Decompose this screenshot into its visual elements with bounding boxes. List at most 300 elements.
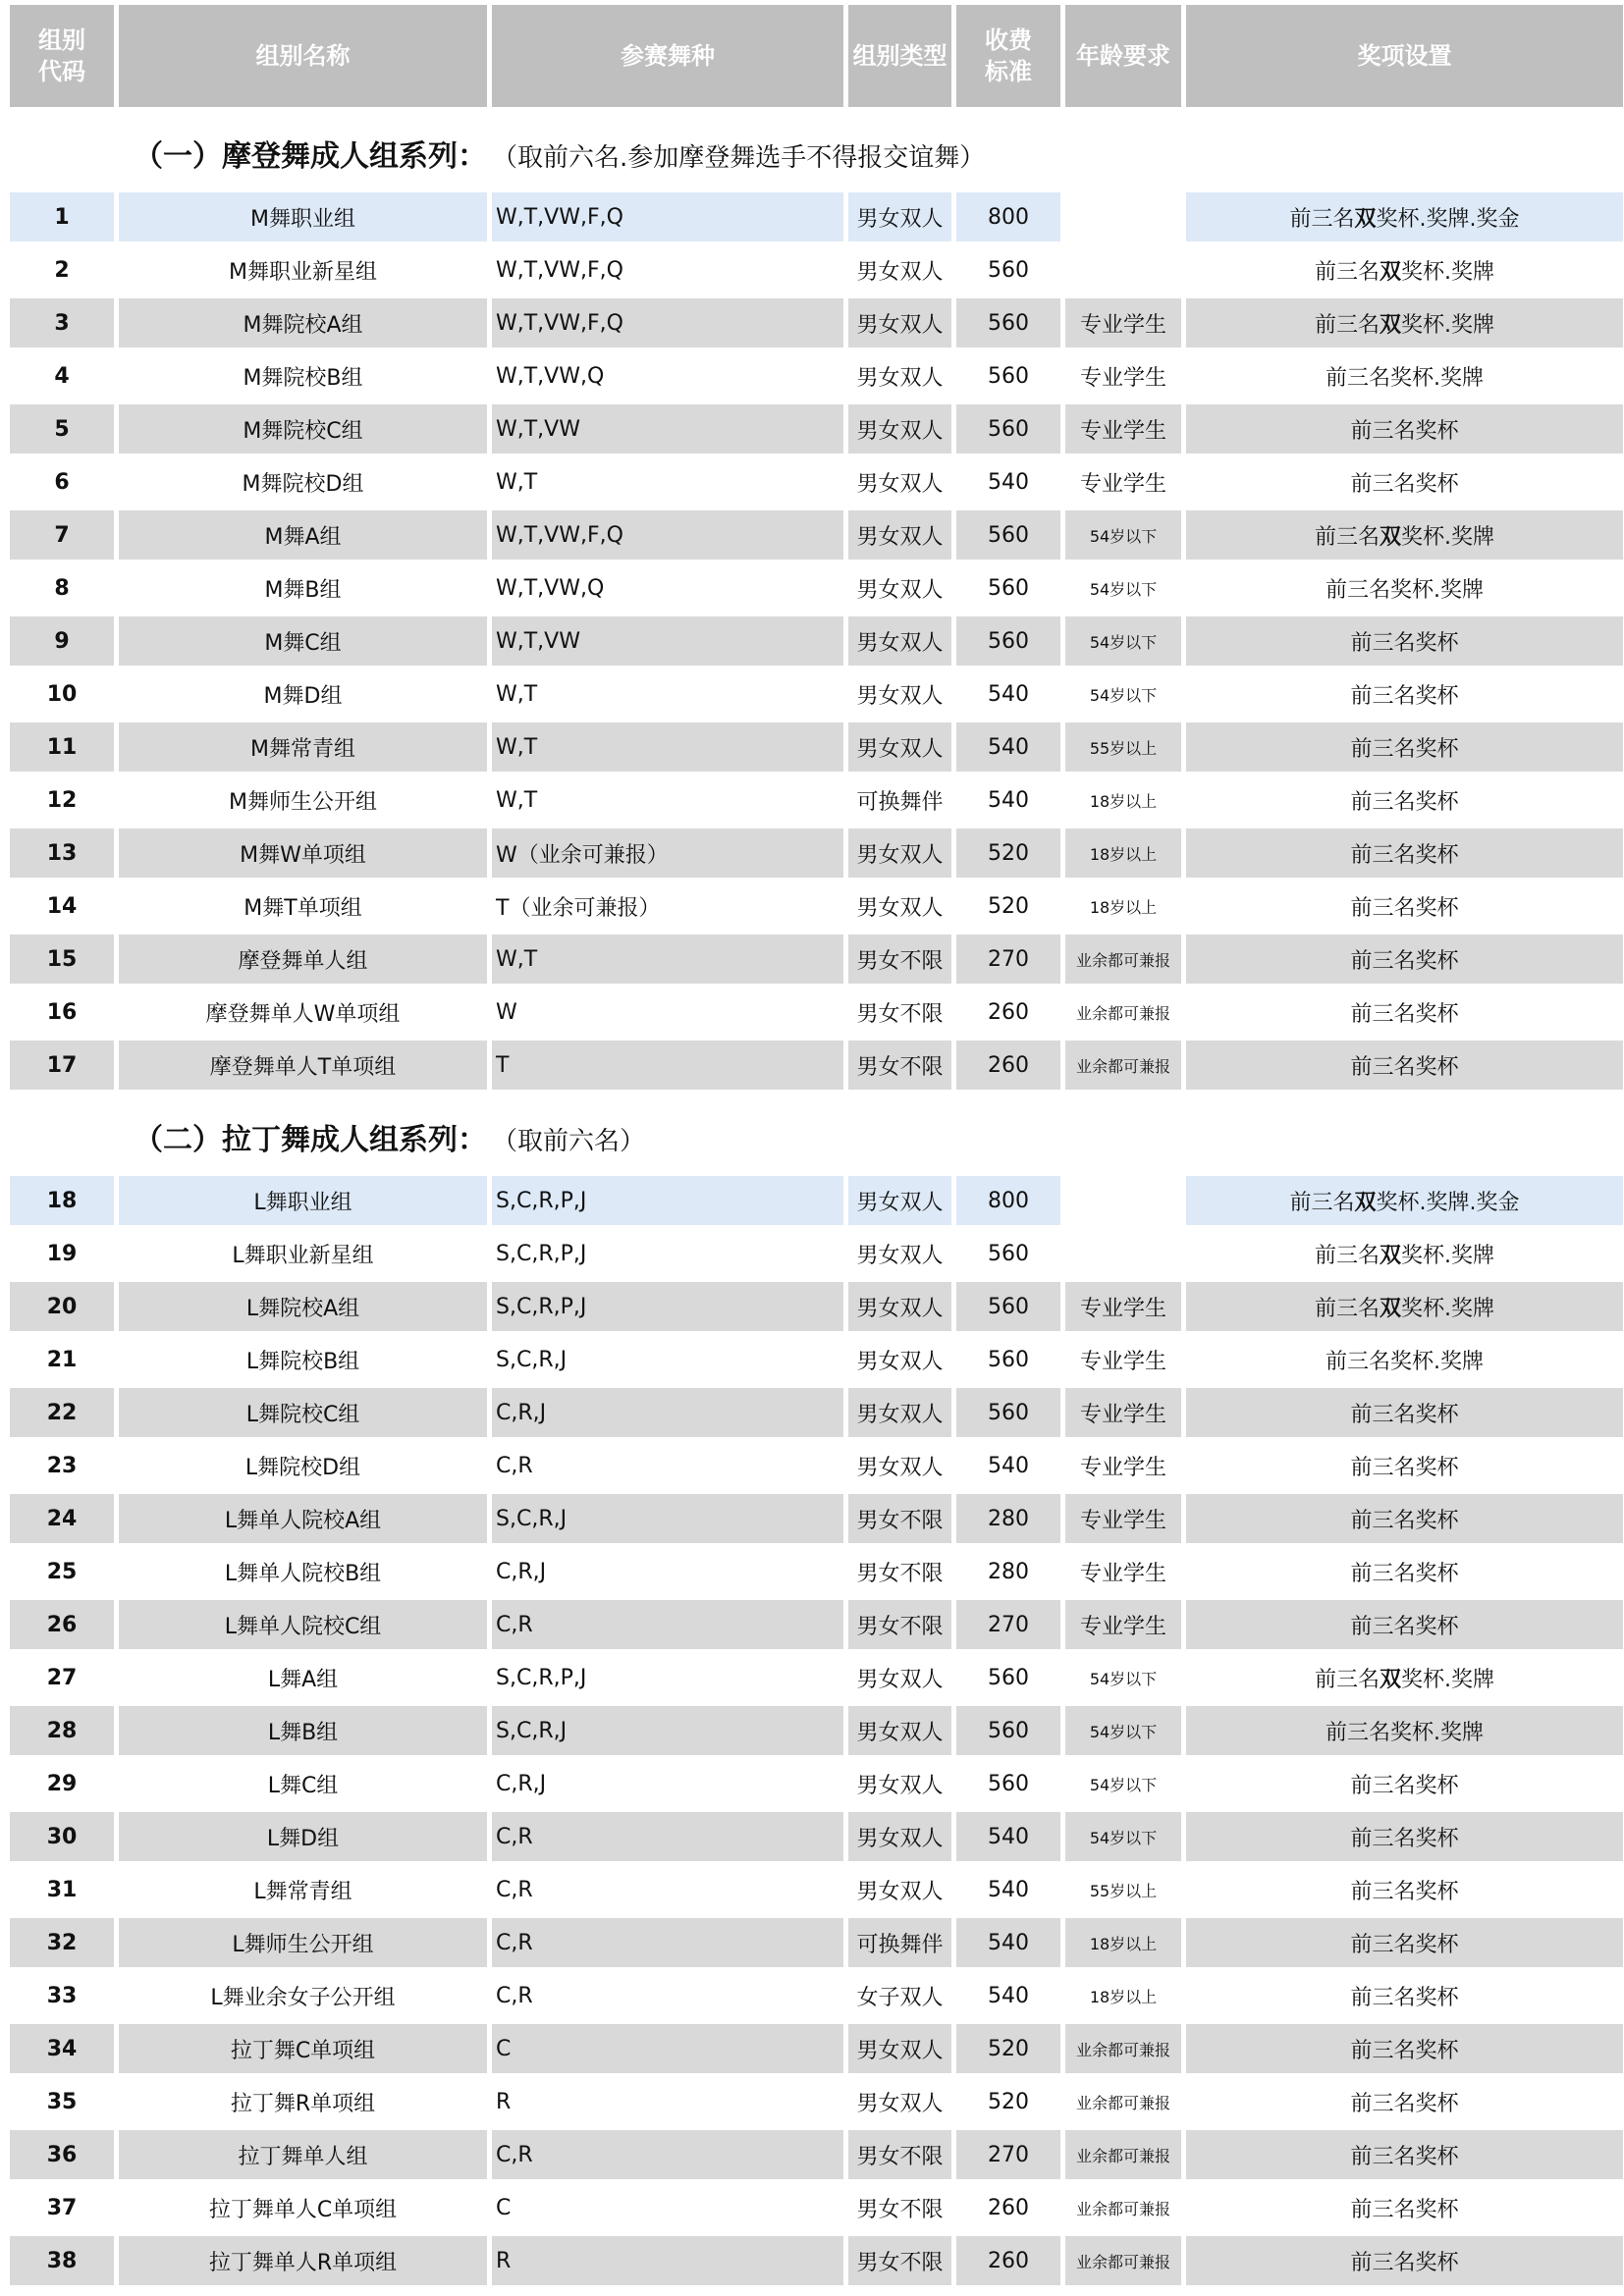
latin-table bbox=[5, 1176, 1624, 2285]
dance-list: C,R bbox=[492, 1596, 843, 1649]
table-row bbox=[10, 1278, 1623, 1331]
fee: 540 bbox=[956, 1967, 1060, 2020]
award bbox=[1186, 772, 1623, 825]
group-name: L舞院校A组 bbox=[119, 1278, 487, 1331]
fee: 560 bbox=[956, 1702, 1060, 1755]
header-code: 组别 代码 bbox=[10, 5, 114, 107]
award-text: 前三名奖杯 bbox=[1350, 1826, 1459, 1851]
group-code: 4 bbox=[10, 347, 114, 400]
group-type: 男女双人 bbox=[848, 1225, 951, 1278]
group-type: 男女双人 bbox=[848, 560, 951, 613]
award-double: 双 bbox=[1380, 259, 1402, 285]
age-requirement: 54岁以下 bbox=[1065, 560, 1181, 613]
group-type: 男女双人 bbox=[848, 1808, 951, 1861]
age-requirement bbox=[1065, 241, 1181, 294]
group-type: 男女双人 bbox=[848, 1331, 951, 1384]
group-name: M舞院校C组 bbox=[119, 400, 487, 454]
award-text: 前三名奖杯 bbox=[1350, 948, 1459, 974]
age-requirement: 专业学生 bbox=[1065, 1331, 1181, 1384]
group-name: L舞单人院校B组 bbox=[119, 1543, 487, 1596]
group-code: 28 bbox=[10, 1702, 114, 1755]
group-name: L舞A组 bbox=[119, 1649, 487, 1702]
age-requirement: 18岁以上 bbox=[1065, 825, 1181, 878]
table-row bbox=[10, 825, 1623, 878]
group-code: 15 bbox=[10, 931, 114, 984]
award-text: 奖杯.奖牌 bbox=[1401, 259, 1495, 285]
age-requirement: 18岁以上 bbox=[1065, 1967, 1181, 2020]
group-type: 男女双人 bbox=[848, 878, 951, 931]
group-type: 男女不限 bbox=[848, 931, 951, 984]
group-type: 男女不限 bbox=[848, 984, 951, 1037]
group-name: 拉丁舞单人R单项组 bbox=[119, 2232, 487, 2285]
group-name: L舞C组 bbox=[119, 1755, 487, 1808]
award-text: 前三名 bbox=[1289, 206, 1355, 232]
award bbox=[1186, 1176, 1623, 1225]
dance-list: W,T,VW bbox=[492, 400, 843, 454]
age-requirement: 专业学生 bbox=[1065, 400, 1181, 454]
fee: 520 bbox=[956, 2073, 1060, 2126]
fee: 560 bbox=[956, 294, 1060, 347]
award-text: 前三名奖杯 bbox=[1350, 683, 1459, 709]
age-requirement: 业余都可兼报 bbox=[1065, 2126, 1181, 2179]
dance-list: W,T,VW,F,Q bbox=[492, 294, 843, 347]
award-text: 前三名 bbox=[1314, 312, 1380, 338]
group-code: 36 bbox=[10, 2126, 114, 2179]
award-text: 奖杯.奖牌.奖金 bbox=[1376, 206, 1520, 232]
group-type: 男女不限 bbox=[848, 2179, 951, 2232]
award-text: 前三名奖杯 bbox=[1350, 1402, 1459, 1427]
award-text: 前三名 bbox=[1289, 1190, 1355, 1215]
fee: 270 bbox=[956, 931, 1060, 984]
table-row bbox=[10, 1702, 1623, 1755]
age-requirement: 业余都可兼报 bbox=[1065, 2020, 1181, 2073]
group-name: 拉丁舞R单项组 bbox=[119, 2073, 487, 2126]
table-row bbox=[10, 1861, 1623, 1914]
group-code: 23 bbox=[10, 1437, 114, 1490]
award-double: 双 bbox=[1380, 312, 1402, 338]
dance-list: W,T bbox=[492, 931, 843, 984]
group-type: 男女双人 bbox=[848, 2073, 951, 2126]
fee: 560 bbox=[956, 1384, 1060, 1437]
age-requirement: 业余都可兼报 bbox=[1065, 2179, 1181, 2232]
dance-list: C bbox=[492, 2020, 843, 2073]
table-row bbox=[10, 1037, 1623, 1090]
age-requirement: 55岁以上 bbox=[1065, 719, 1181, 772]
group-name: M舞院校D组 bbox=[119, 454, 487, 507]
group-type: 男女双人 bbox=[848, 507, 951, 560]
award bbox=[1186, 507, 1623, 560]
header-age: 年龄要求 bbox=[1065, 5, 1181, 107]
fee: 260 bbox=[956, 2179, 1060, 2232]
group-type: 男女双人 bbox=[848, 1278, 951, 1331]
dance-list: W,T,VW,F,Q bbox=[492, 507, 843, 560]
group-name: M舞职业组 bbox=[119, 192, 487, 241]
group-type: 男女双人 bbox=[848, 1702, 951, 1755]
dance-list: S,C,R,J bbox=[492, 1331, 843, 1384]
award-text: 奖杯.奖牌 bbox=[1401, 524, 1495, 550]
group-name: L舞D组 bbox=[119, 1808, 487, 1861]
award bbox=[1186, 1225, 1623, 1278]
group-name: M舞师生公开组 bbox=[119, 772, 487, 825]
dance-list: W,T,VW,F,Q bbox=[492, 241, 843, 294]
dance-list: W（业余可兼报） bbox=[492, 825, 843, 878]
dance-list: C,R bbox=[492, 1914, 843, 1967]
header-type: 组别类型 bbox=[848, 5, 951, 107]
award-text: 前三名奖杯 bbox=[1350, 842, 1459, 868]
award-text: 前三名奖杯 bbox=[1350, 789, 1459, 815]
table-row bbox=[10, 772, 1623, 825]
age-requirement: 专业学生 bbox=[1065, 1437, 1181, 1490]
age-requirement: 专业学生 bbox=[1065, 347, 1181, 400]
award bbox=[1186, 1702, 1623, 1755]
fee: 560 bbox=[956, 400, 1060, 454]
section-note: （取前六名） bbox=[505, 1127, 646, 1156]
dance-list: W,T,VW,Q bbox=[492, 560, 843, 613]
dance-list: C,R bbox=[492, 1808, 843, 1861]
group-name: M舞T单项组 bbox=[119, 878, 487, 931]
age-requirement: 54岁以下 bbox=[1065, 1755, 1181, 1808]
group-name: L舞业余女子公开组 bbox=[119, 1967, 487, 2020]
group-type: 男女双人 bbox=[848, 192, 951, 241]
group-name: L舞职业组 bbox=[119, 1176, 487, 1225]
group-code: 7 bbox=[10, 507, 114, 560]
award bbox=[1186, 1037, 1623, 1090]
fee: 280 bbox=[956, 1490, 1060, 1543]
group-code: 17 bbox=[10, 1037, 114, 1090]
table-row bbox=[10, 1808, 1623, 1861]
award-text: 前三名 bbox=[1314, 259, 1380, 285]
header-name: 组别名称 bbox=[119, 5, 487, 107]
award-text: 前三名奖杯 bbox=[1350, 630, 1459, 656]
dance-list: C,R bbox=[492, 1967, 843, 2020]
group-type: 可换舞伴 bbox=[848, 772, 951, 825]
dance-list: T bbox=[492, 1037, 843, 1090]
dance-list: W,T,VW,F,Q bbox=[492, 192, 843, 241]
table-row bbox=[10, 2073, 1623, 2126]
dance-list: S,C,R,J bbox=[492, 1702, 843, 1755]
table-row bbox=[10, 931, 1623, 984]
group-code: 37 bbox=[10, 2179, 114, 2232]
group-name: 拉丁舞C单项组 bbox=[119, 2020, 487, 2073]
dance-list: C,R,J bbox=[492, 1384, 843, 1437]
award bbox=[1186, 560, 1623, 613]
award bbox=[1186, 878, 1623, 931]
age-requirement: 18岁以上 bbox=[1065, 772, 1181, 825]
dance-list: C,R bbox=[492, 1437, 843, 1490]
award-text: 前三名奖杯 bbox=[1350, 1561, 1459, 1586]
group-code: 21 bbox=[10, 1331, 114, 1384]
award bbox=[1186, 1331, 1623, 1384]
award bbox=[1186, 666, 1623, 719]
fee: 270 bbox=[956, 2126, 1060, 2179]
award-double: 双 bbox=[1354, 1190, 1377, 1215]
group-name: M舞院校A组 bbox=[119, 294, 487, 347]
group-code: 32 bbox=[10, 1914, 114, 1967]
section-title-latin bbox=[134, 1115, 645, 1158]
group-type: 男女双人 bbox=[848, 1384, 951, 1437]
group-type: 男女双人 bbox=[848, 2020, 951, 2073]
fee: 560 bbox=[956, 507, 1060, 560]
age-requirement: 18岁以上 bbox=[1065, 1914, 1181, 1967]
group-code: 14 bbox=[10, 878, 114, 931]
group-code: 33 bbox=[10, 1967, 114, 2020]
award bbox=[1186, 1755, 1623, 1808]
award-text: 前三名奖杯.奖牌 bbox=[1326, 1349, 1484, 1374]
dance-list: C,R,J bbox=[492, 1755, 843, 1808]
dance-list: S,C,R,P,J bbox=[492, 1649, 843, 1702]
fee: 560 bbox=[956, 1225, 1060, 1278]
table-row bbox=[10, 2232, 1623, 2285]
group-type: 男女不限 bbox=[848, 1543, 951, 1596]
table-row bbox=[10, 1437, 1623, 1490]
age-requirement: 专业学生 bbox=[1065, 1490, 1181, 1543]
group-code: 13 bbox=[10, 825, 114, 878]
table-row bbox=[10, 294, 1623, 347]
table-row bbox=[10, 1176, 1623, 1225]
group-type: 男女双人 bbox=[848, 400, 951, 454]
group-code: 9 bbox=[10, 613, 114, 666]
award-text: 前三名 bbox=[1314, 1667, 1380, 1692]
fee: 280 bbox=[956, 1543, 1060, 1596]
fee: 560 bbox=[956, 241, 1060, 294]
table-row bbox=[10, 1755, 1623, 1808]
fee: 800 bbox=[956, 1176, 1060, 1225]
award-text: 前三名奖杯 bbox=[1350, 1455, 1459, 1480]
fee: 520 bbox=[956, 825, 1060, 878]
dance-list: C bbox=[492, 2179, 843, 2232]
fee: 560 bbox=[956, 1755, 1060, 1808]
fee: 540 bbox=[956, 1914, 1060, 1967]
table-row bbox=[10, 878, 1623, 931]
award bbox=[1186, 1861, 1623, 1914]
group-code: 18 bbox=[10, 1176, 114, 1225]
award bbox=[1186, 1543, 1623, 1596]
award bbox=[1186, 347, 1623, 400]
group-code: 16 bbox=[10, 984, 114, 1037]
group-code: 12 bbox=[10, 772, 114, 825]
group-code: 30 bbox=[10, 1808, 114, 1861]
award bbox=[1186, 1596, 1623, 1649]
section-note: （取前六名.参加摩登舞选手不得报交谊舞） bbox=[505, 143, 986, 173]
group-name: L舞单人院校C组 bbox=[119, 1596, 487, 1649]
dance-list: W,T bbox=[492, 666, 843, 719]
group-name: M舞W单项组 bbox=[119, 825, 487, 878]
award-text: 前三名奖杯 bbox=[1350, 418, 1459, 444]
age-requirement bbox=[1065, 192, 1181, 241]
award-double: 双 bbox=[1380, 1296, 1402, 1321]
award-double: 双 bbox=[1380, 1243, 1402, 1268]
award-text: 前三名奖杯 bbox=[1350, 2197, 1459, 2222]
group-type: 男女双人 bbox=[848, 454, 951, 507]
award-text: 前三名奖杯 bbox=[1350, 2091, 1459, 2116]
award-text: 前三名奖杯 bbox=[1350, 1879, 1459, 1904]
award bbox=[1186, 984, 1623, 1037]
age-requirement: 专业学生 bbox=[1065, 294, 1181, 347]
table-row bbox=[10, 192, 1623, 241]
award-double: 双 bbox=[1380, 524, 1402, 550]
dance-list: W,T bbox=[492, 454, 843, 507]
age-requirement bbox=[1065, 1225, 1181, 1278]
award-text: 前三名奖杯.奖牌 bbox=[1326, 365, 1484, 391]
group-type: 男女双人 bbox=[848, 613, 951, 666]
dance-list: W,T,VW,Q bbox=[492, 347, 843, 400]
table-row bbox=[10, 507, 1623, 560]
age-requirement: 54岁以下 bbox=[1065, 1649, 1181, 1702]
group-code: 6 bbox=[10, 454, 114, 507]
group-name: M舞常青组 bbox=[119, 719, 487, 772]
fee: 540 bbox=[956, 454, 1060, 507]
age-requirement: 54岁以下 bbox=[1065, 1808, 1181, 1861]
group-code: 22 bbox=[10, 1384, 114, 1437]
award-text: 前三名 bbox=[1314, 1296, 1380, 1321]
award bbox=[1186, 1437, 1623, 1490]
award-text: 前三名奖杯 bbox=[1350, 471, 1459, 497]
section-title: （一）摩登舞成人组系列： bbox=[134, 139, 487, 174]
group-name: L舞B组 bbox=[119, 1702, 487, 1755]
group-code: 29 bbox=[10, 1755, 114, 1808]
group-code: 38 bbox=[10, 2232, 114, 2285]
fee: 540 bbox=[956, 1808, 1060, 1861]
group-name: 拉丁舞单人组 bbox=[119, 2126, 487, 2179]
dance-list: R bbox=[492, 2232, 843, 2285]
award bbox=[1186, 454, 1623, 507]
group-type: 男女不限 bbox=[848, 1490, 951, 1543]
award bbox=[1186, 1384, 1623, 1437]
fee: 540 bbox=[956, 1861, 1060, 1914]
group-name: 拉丁舞单人C单项组 bbox=[119, 2179, 487, 2232]
table-row bbox=[10, 347, 1623, 400]
dance-list: W,T,VW bbox=[492, 613, 843, 666]
award-double: 双 bbox=[1354, 206, 1377, 232]
table-row bbox=[10, 454, 1623, 507]
table-row bbox=[10, 666, 1623, 719]
table-row bbox=[10, 1384, 1623, 1437]
group-type: 男女不限 bbox=[848, 2126, 951, 2179]
dance-list: R bbox=[492, 2073, 843, 2126]
award bbox=[1186, 192, 1623, 241]
table-row bbox=[10, 719, 1623, 772]
group-name: M舞B组 bbox=[119, 560, 487, 613]
table-row bbox=[10, 1967, 1623, 2020]
age-requirement: 业余都可兼报 bbox=[1065, 2232, 1181, 2285]
group-type: 男女双人 bbox=[848, 294, 951, 347]
age-requirement: 业余都可兼报 bbox=[1065, 1037, 1181, 1090]
group-code: 1 bbox=[10, 192, 114, 241]
table-row bbox=[10, 1490, 1623, 1543]
group-name: 摩登舞单人W单项组 bbox=[119, 984, 487, 1037]
award bbox=[1186, 613, 1623, 666]
award bbox=[1186, 1278, 1623, 1331]
fee: 540 bbox=[956, 1437, 1060, 1490]
award-text: 奖杯.奖牌 bbox=[1401, 1243, 1495, 1268]
fee: 540 bbox=[956, 772, 1060, 825]
award bbox=[1186, 2020, 1623, 2073]
dance-list: S,C,R,J bbox=[492, 1490, 843, 1543]
table-row bbox=[10, 1649, 1623, 1702]
group-type: 男女不限 bbox=[848, 1037, 951, 1090]
award-text: 奖杯.奖牌 bbox=[1401, 312, 1495, 338]
header-dances: 参赛舞种 bbox=[492, 5, 843, 107]
award-text: 前三名奖杯 bbox=[1350, 736, 1459, 762]
group-code: 25 bbox=[10, 1543, 114, 1596]
award-text: 前三名奖杯 bbox=[1350, 1054, 1459, 1080]
award-text: 前三名 bbox=[1314, 524, 1380, 550]
award bbox=[1186, 294, 1623, 347]
table-row bbox=[10, 241, 1623, 294]
fee: 260 bbox=[956, 984, 1060, 1037]
group-code: 3 bbox=[10, 294, 114, 347]
award-text: 前三名奖杯 bbox=[1350, 2250, 1459, 2275]
group-code: 26 bbox=[10, 1596, 114, 1649]
dance-list: W bbox=[492, 984, 843, 1037]
table-row bbox=[10, 400, 1623, 454]
group-type: 男女双人 bbox=[848, 1176, 951, 1225]
fee: 260 bbox=[956, 1037, 1060, 1090]
dance-list: C,R bbox=[492, 1861, 843, 1914]
fee: 560 bbox=[956, 1278, 1060, 1331]
award bbox=[1186, 2073, 1623, 2126]
group-type: 男女双人 bbox=[848, 347, 951, 400]
fee: 560 bbox=[956, 560, 1060, 613]
award-text: 奖杯.奖牌.奖金 bbox=[1376, 1190, 1520, 1215]
award-text: 前三名奖杯 bbox=[1350, 1508, 1459, 1533]
header-award: 奖项设置 bbox=[1186, 5, 1623, 107]
award-text: 前三名奖杯 bbox=[1350, 1614, 1459, 1639]
fee: 260 bbox=[956, 2232, 1060, 2285]
column-header bbox=[5, 5, 1624, 107]
age-requirement: 专业学生 bbox=[1065, 1278, 1181, 1331]
group-type: 女子双人 bbox=[848, 1967, 951, 2020]
award-text: 前三名奖杯 bbox=[1350, 2038, 1459, 2063]
table-row bbox=[10, 2179, 1623, 2232]
award bbox=[1186, 1808, 1623, 1861]
table-row bbox=[10, 1543, 1623, 1596]
award bbox=[1186, 2126, 1623, 2179]
award bbox=[1186, 825, 1623, 878]
group-code: 11 bbox=[10, 719, 114, 772]
fee: 520 bbox=[956, 2020, 1060, 2073]
award-text: 前三名奖杯 bbox=[1350, 1001, 1459, 1027]
group-type: 男女双人 bbox=[848, 241, 951, 294]
section-title-modern bbox=[134, 132, 985, 175]
dance-list: S,C,R,P,J bbox=[492, 1225, 843, 1278]
group-type: 男女双人 bbox=[848, 666, 951, 719]
age-requirement: 54岁以下 bbox=[1065, 1702, 1181, 1755]
award-text: 前三名 bbox=[1314, 1243, 1380, 1268]
fee: 520 bbox=[956, 878, 1060, 931]
group-name: L舞院校B组 bbox=[119, 1331, 487, 1384]
dance-list: W,T bbox=[492, 719, 843, 772]
age-requirement: 55岁以上 bbox=[1065, 1861, 1181, 1914]
dance-list: S,C,R,P,J bbox=[492, 1278, 843, 1331]
group-name: M舞C组 bbox=[119, 613, 487, 666]
group-name: L舞院校D组 bbox=[119, 1437, 487, 1490]
award-text: 前三名奖杯.奖牌 bbox=[1326, 1720, 1484, 1745]
group-code: 2 bbox=[10, 241, 114, 294]
age-requirement: 54岁以下 bbox=[1065, 613, 1181, 666]
table-row bbox=[10, 984, 1623, 1037]
dance-list: T（业余可兼报） bbox=[492, 878, 843, 931]
group-name: M舞职业新星组 bbox=[119, 241, 487, 294]
table-row bbox=[10, 1596, 1623, 1649]
award bbox=[1186, 241, 1623, 294]
award-text: 前三名奖杯 bbox=[1350, 1932, 1459, 1957]
group-type: 男女双人 bbox=[848, 825, 951, 878]
group-name: M舞D组 bbox=[119, 666, 487, 719]
age-requirement: 18岁以上 bbox=[1065, 878, 1181, 931]
fee: 560 bbox=[956, 347, 1060, 400]
award-text: 前三名奖杯.奖牌 bbox=[1326, 577, 1484, 603]
